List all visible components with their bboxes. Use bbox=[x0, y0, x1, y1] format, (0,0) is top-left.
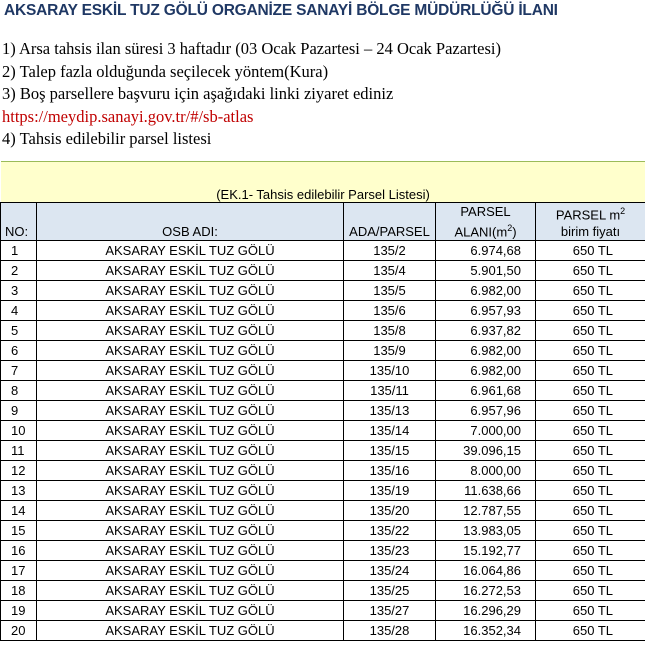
cell-unit-price: 650 TL bbox=[536, 461, 645, 481]
cell-parcel-area: 12.787,55 bbox=[436, 501, 536, 521]
cell-osb-name: AKSARAY ESKİL TUZ GÖLÜ bbox=[37, 521, 344, 541]
cell-ada-parsel: 135/15 bbox=[344, 441, 436, 461]
header-parcel-area: PARSEL $ALANI(m^2)$ bbox=[436, 203, 536, 241]
cell-no: 15 bbox=[1, 521, 37, 541]
cell-no: 4 bbox=[1, 301, 37, 321]
notice-item-method: 2) Talep fazla olduğunda seçilecek yöntem(Kura) bbox=[2, 61, 329, 81]
cell-no: 5 bbox=[1, 321, 37, 341]
cell-unit-price: 650 TL bbox=[536, 281, 645, 301]
cell-parcel-area: 5.901,50 bbox=[436, 261, 536, 281]
cell-osb-name: AKSARAY ESKİL TUZ GÖLÜ bbox=[37, 321, 344, 341]
header-osb-name: OSB ADI: bbox=[37, 203, 344, 241]
cell-no: 10 bbox=[1, 421, 37, 441]
cell-parcel-area: 16.352,34 bbox=[436, 621, 536, 641]
page-title: AKSARAY ESKİL TUZ GÖLÜ ORGANİZE SANAYİ BÖLGE MÜDÜRLÜĞÜ İLANI bbox=[4, 2, 558, 19]
cell-unit-price: 650 TL bbox=[536, 381, 645, 401]
cell-parcel-area: 6.974,68 bbox=[436, 241, 536, 261]
cell-no: 19 bbox=[1, 601, 37, 621]
cell-no: 8 bbox=[1, 381, 37, 401]
cell-unit-price: 650 TL bbox=[536, 481, 645, 501]
cell-osb-name: AKSARAY ESKİL TUZ GÖLÜ bbox=[37, 301, 344, 321]
cell-no: 6 bbox=[1, 341, 37, 361]
cell-ada-parsel: 135/13 bbox=[344, 401, 436, 421]
cell-ada-parsel: 135/16 bbox=[344, 461, 436, 481]
notice-item-parcel-list: 4) Tahsis edilebilir parsel listesi bbox=[2, 129, 212, 148]
cell-unit-price: 650 TL bbox=[536, 261, 645, 281]
cell-no: 12 bbox=[1, 461, 37, 481]
header-unit-price: PARSEL $m^2$ birim fiyatı bbox=[536, 203, 645, 241]
table-row bbox=[1, 401, 645, 421]
cell-no: 16 bbox=[1, 541, 37, 561]
table-row bbox=[1, 261, 645, 281]
cell-osb-name: AKSARAY ESKİL TUZ GÖLÜ bbox=[37, 261, 344, 281]
cell-parcel-area: 6.982,00 bbox=[436, 281, 536, 301]
cell-unit-price: 650 TL bbox=[536, 621, 645, 641]
parcel-table bbox=[0, 161, 645, 641]
cell-ada-parsel: 135/23 bbox=[344, 541, 436, 561]
cell-unit-price: 650 TL bbox=[536, 561, 645, 581]
cell-parcel-area: 7.000,00 bbox=[436, 421, 536, 441]
cell-ada-parsel: 135/2 bbox=[344, 241, 436, 261]
table-row bbox=[1, 601, 645, 621]
cell-no: 7 bbox=[1, 361, 37, 381]
table-row bbox=[1, 581, 645, 601]
cell-unit-price: 650 TL bbox=[536, 421, 645, 441]
application-link[interactable]: https://meydip.sanayi.gov.tr/#/sb-atlas bbox=[2, 106, 254, 126]
cell-ada-parsel: 135/24 bbox=[344, 561, 436, 581]
cell-parcel-area: 16.272,53 bbox=[436, 581, 536, 601]
cell-osb-name: AKSARAY ESKİL TUZ GÖLÜ bbox=[37, 561, 344, 581]
cell-ada-parsel: 135/19 bbox=[344, 481, 436, 501]
cell-no: 1 bbox=[1, 241, 37, 261]
cell-unit-price: 650 TL bbox=[536, 401, 645, 421]
table-row bbox=[1, 541, 645, 561]
cell-no: 14 bbox=[1, 501, 37, 521]
cell-parcel-area: 16.296,29 bbox=[436, 601, 536, 621]
cell-ada-parsel: 135/11 bbox=[344, 381, 436, 401]
cell-ada-parsel: 135/9 bbox=[344, 341, 436, 361]
cell-osb-name: AKSARAY ESKİL TUZ GÖLÜ bbox=[37, 441, 344, 461]
notice-list bbox=[2, 38, 501, 151]
cell-osb-name: AKSARAY ESKİL TUZ GÖLÜ bbox=[37, 501, 344, 521]
cell-ada-parsel: 135/6 bbox=[344, 301, 436, 321]
cell-ada-parsel: 135/25 bbox=[344, 581, 436, 601]
table-row bbox=[1, 621, 645, 641]
cell-parcel-area: 6.937,82 bbox=[436, 321, 536, 341]
cell-osb-name: AKSARAY ESKİL TUZ GÖLÜ bbox=[37, 341, 344, 361]
notice-item-apply: 3) Boş parsellere başvuru için aşağıdaki linki ziyaret ediniz bbox=[2, 84, 394, 103]
cell-unit-price: 650 TL bbox=[536, 581, 645, 601]
table-row bbox=[1, 321, 645, 341]
cell-osb-name: AKSARAY ESKİL TUZ GÖLÜ bbox=[37, 621, 344, 641]
notice-item-duration: 1) Arsa tahsis ilan süresi 3 haftadır (03 Ocak Pazartesi – 24 Ocak Pazartesi) bbox=[2, 39, 501, 58]
cell-no: 18 bbox=[1, 581, 37, 601]
table-caption: (EK.1- Tahsis edilebilir Parsel Listesi) bbox=[1, 162, 645, 203]
cell-unit-price: 650 TL bbox=[536, 441, 645, 461]
cell-ada-parsel: 135/4 bbox=[344, 261, 436, 281]
cell-no: 13 bbox=[1, 481, 37, 501]
cell-osb-name: AKSARAY ESKİL TUZ GÖLÜ bbox=[37, 241, 344, 261]
header-ada-parsel: ADA/PARSEL bbox=[344, 203, 436, 241]
table-row bbox=[1, 501, 645, 521]
table-row bbox=[1, 381, 645, 401]
cell-no: 9 bbox=[1, 401, 37, 421]
cell-ada-parsel: 135/27 bbox=[344, 601, 436, 621]
cell-osb-name: AKSARAY ESKİL TUZ GÖLÜ bbox=[37, 381, 344, 401]
cell-osb-name: AKSARAY ESKİL TUZ GÖLÜ bbox=[37, 481, 344, 501]
table-row bbox=[1, 461, 645, 481]
cell-no: 20 bbox=[1, 621, 37, 641]
cell-unit-price: 650 TL bbox=[536, 541, 645, 561]
cell-unit-price: 650 TL bbox=[536, 341, 645, 361]
cell-no: 2 bbox=[1, 261, 37, 281]
header-no: NO: bbox=[1, 203, 37, 241]
table-row bbox=[1, 281, 645, 301]
cell-parcel-area: 6.957,96 bbox=[436, 401, 536, 421]
table-row bbox=[1, 341, 645, 361]
cell-unit-price: 650 TL bbox=[536, 601, 645, 621]
cell-parcel-area: 6.957,93 bbox=[436, 301, 536, 321]
cell-osb-name: AKSARAY ESKİL TUZ GÖLÜ bbox=[37, 281, 344, 301]
cell-unit-price: 650 TL bbox=[536, 301, 645, 321]
table-row bbox=[1, 361, 645, 381]
cell-no: 3 bbox=[1, 281, 37, 301]
cell-ada-parsel: 135/28 bbox=[344, 621, 436, 641]
table-row bbox=[1, 561, 645, 581]
cell-ada-parsel: 135/10 bbox=[344, 361, 436, 381]
cell-osb-name: AKSARAY ESKİL TUZ GÖLÜ bbox=[37, 361, 344, 381]
cell-ada-parsel: 135/5 bbox=[344, 281, 436, 301]
cell-ada-parsel: 135/20 bbox=[344, 501, 436, 521]
table-row bbox=[1, 481, 645, 501]
cell-osb-name: AKSARAY ESKİL TUZ GÖLÜ bbox=[37, 461, 344, 481]
cell-parcel-area: 13.983,05 bbox=[436, 521, 536, 541]
table-row bbox=[1, 301, 645, 321]
cell-unit-price: 650 TL bbox=[536, 501, 645, 521]
cell-parcel-area: 11.638,66 bbox=[436, 481, 536, 501]
cell-no: 17 bbox=[1, 561, 37, 581]
cell-parcel-area: 8.000,00 bbox=[436, 461, 536, 481]
table-row bbox=[1, 421, 645, 441]
table-row bbox=[1, 521, 645, 541]
table-row bbox=[1, 241, 645, 261]
cell-unit-price: 650 TL bbox=[536, 321, 645, 341]
cell-osb-name: AKSARAY ESKİL TUZ GÖLÜ bbox=[37, 401, 344, 421]
cell-ada-parsel: 135/14 bbox=[344, 421, 436, 441]
table-row bbox=[1, 441, 645, 461]
cell-parcel-area: 15.192,77 bbox=[436, 541, 536, 561]
cell-unit-price: 650 TL bbox=[536, 521, 645, 541]
cell-parcel-area: 6.982,00 bbox=[436, 341, 536, 361]
table-header-row bbox=[1, 203, 645, 241]
cell-ada-parsel: 135/22 bbox=[344, 521, 436, 541]
cell-osb-name: AKSARAY ESKİL TUZ GÖLÜ bbox=[37, 421, 344, 441]
cell-parcel-area: 16.064,86 bbox=[436, 561, 536, 581]
cell-parcel-area: 39.096,15 bbox=[436, 441, 536, 461]
cell-no: 11 bbox=[1, 441, 37, 461]
cell-unit-price: 650 TL bbox=[536, 241, 645, 261]
cell-osb-name: AKSARAY ESKİL TUZ GÖLÜ bbox=[37, 581, 344, 601]
cell-osb-name: AKSARAY ESKİL TUZ GÖLÜ bbox=[37, 541, 344, 561]
cell-ada-parsel: 135/8 bbox=[344, 321, 436, 341]
cell-osb-name: AKSARAY ESKİL TUZ GÖLÜ bbox=[37, 601, 344, 621]
cell-unit-price: 650 TL bbox=[536, 361, 645, 381]
cell-parcel-area: 6.961,68 bbox=[436, 381, 536, 401]
cell-parcel-area: 6.982,00 bbox=[436, 361, 536, 381]
